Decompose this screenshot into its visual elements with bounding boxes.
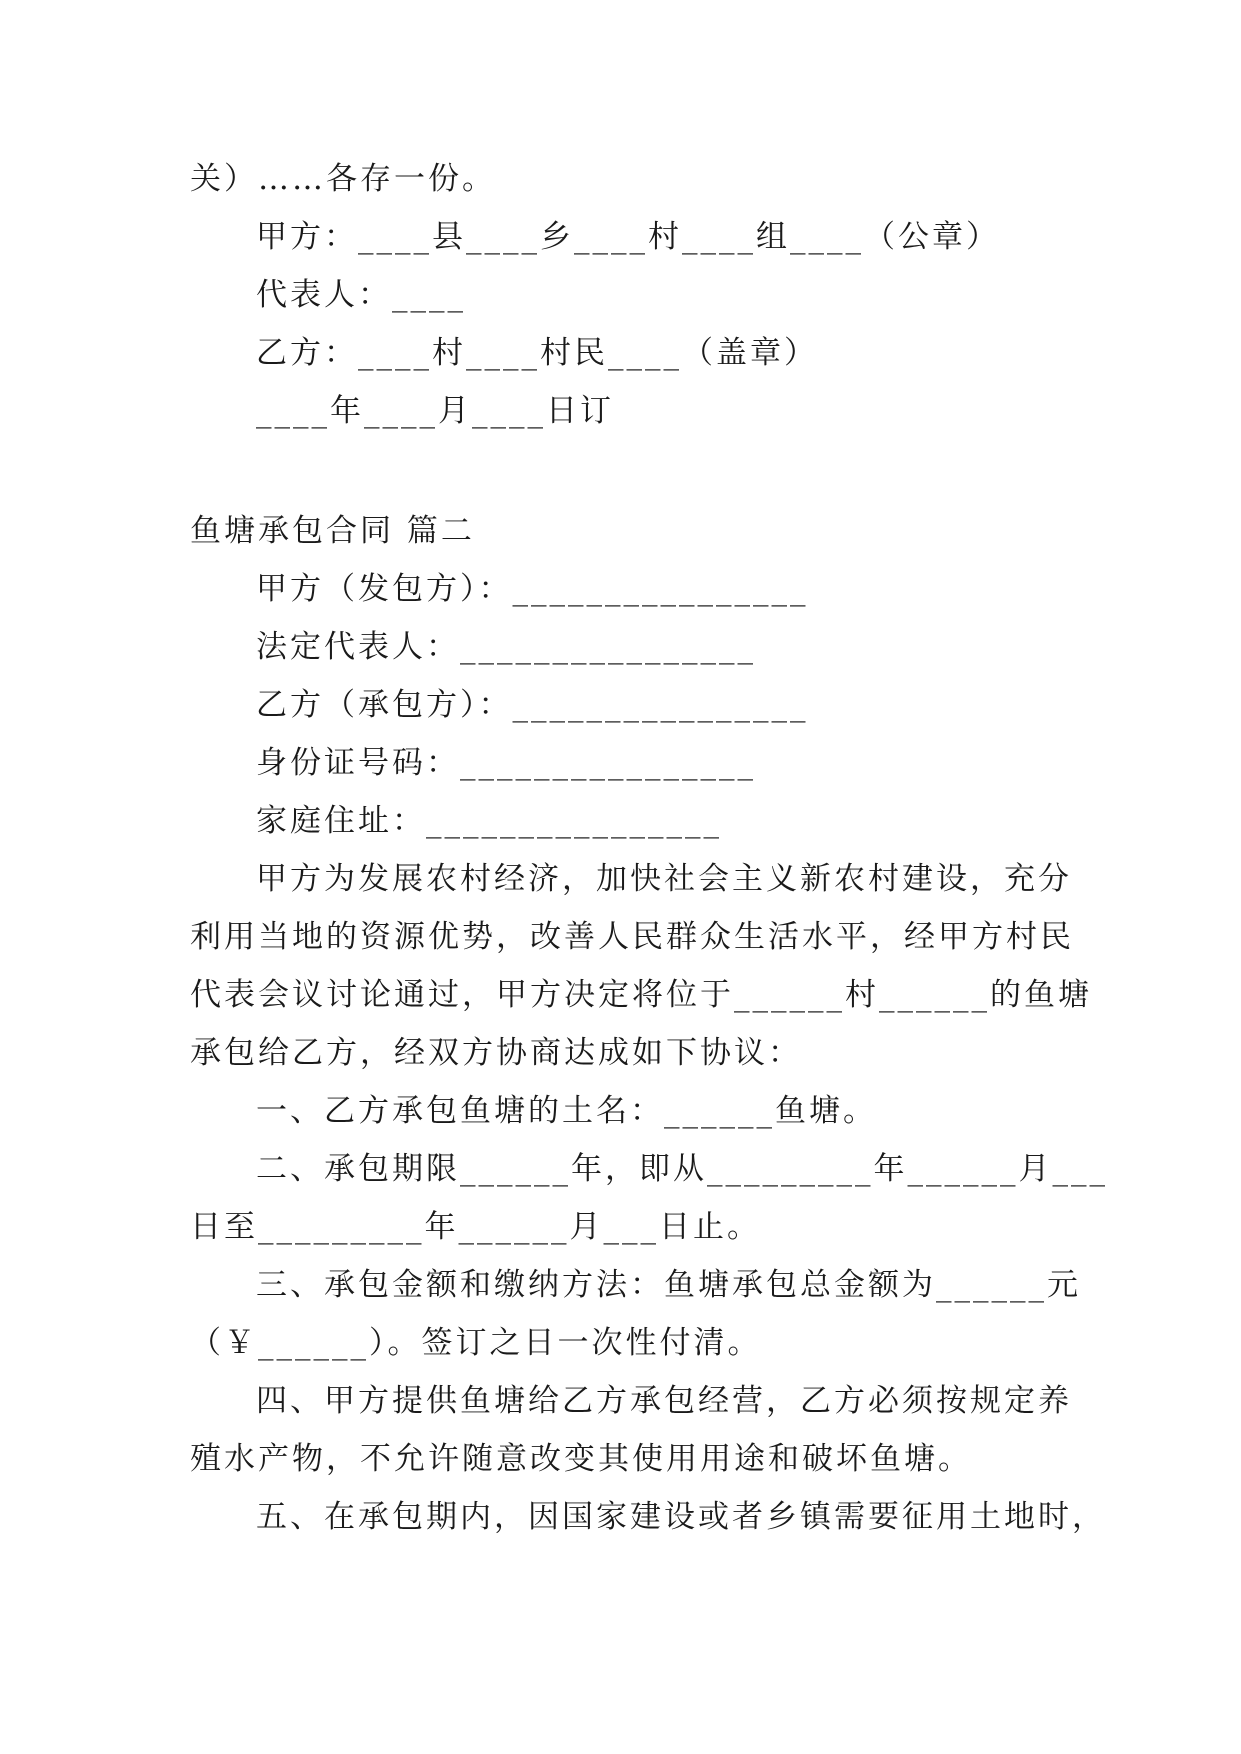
text-line: 甲方为发展农村经济，加快社会主义新农村建设，充分 xyxy=(256,861,1072,897)
text-line: 乙方（承包方）：________________ xyxy=(256,687,809,723)
text-line: 利用当地的资源优势，改善人民群众生活水平，经甲方村民 xyxy=(190,919,1074,955)
text-line: 承包给乙方，经双方协商达成如下协议： xyxy=(190,1035,802,1071)
text-line: 身份证号码：________________ xyxy=(256,745,756,781)
text-line: 日至_________年______月___日止。 xyxy=(190,1209,761,1245)
text-line: 三、承包金额和缴纳方法：鱼塘承包总金额为______元 xyxy=(256,1267,1081,1303)
text-line: 四、甲方提供鱼塘给乙方承包经营，乙方必须按规定养 xyxy=(256,1383,1072,1419)
text-line: 甲方（发包方）：________________ xyxy=(256,571,809,607)
document-page xyxy=(190,150,1108,1546)
text-line: 二、承包期限______年，即从_________年______月___ xyxy=(256,1151,1108,1187)
text-line: 殖水产物，不允许随意改变其使用用途和破坏鱼塘。 xyxy=(190,1441,972,1477)
text-line: 五、在承包期内，因国家建设或者乡镇需要征用土地时， xyxy=(256,1499,1106,1535)
text-line: 法定代表人：________________ xyxy=(256,629,756,665)
text-line: 甲方：____县____乡____村____组____（公章） xyxy=(256,219,1000,255)
text-line: 一、乙方承包鱼塘的土名：______鱼塘。 xyxy=(256,1093,877,1129)
text-line: 代表会议讨论通过，甲方决定将位于______村______的鱼塘 xyxy=(190,977,1092,1013)
text-line: 关）……各存一份。 xyxy=(190,161,496,197)
section-gap xyxy=(190,440,1050,502)
section-title: 鱼塘承包合同 篇二 xyxy=(190,513,475,549)
text-line: 代表人：____ xyxy=(256,277,466,313)
text-line: 乙方：____村____村民____（盖章） xyxy=(256,335,818,371)
text-line: （￥______）。签订之日一次性付清。 xyxy=(190,1325,762,1361)
text-line: ____年____月____日订 xyxy=(256,393,614,429)
text-line: 家庭住址：________________ xyxy=(256,803,722,839)
